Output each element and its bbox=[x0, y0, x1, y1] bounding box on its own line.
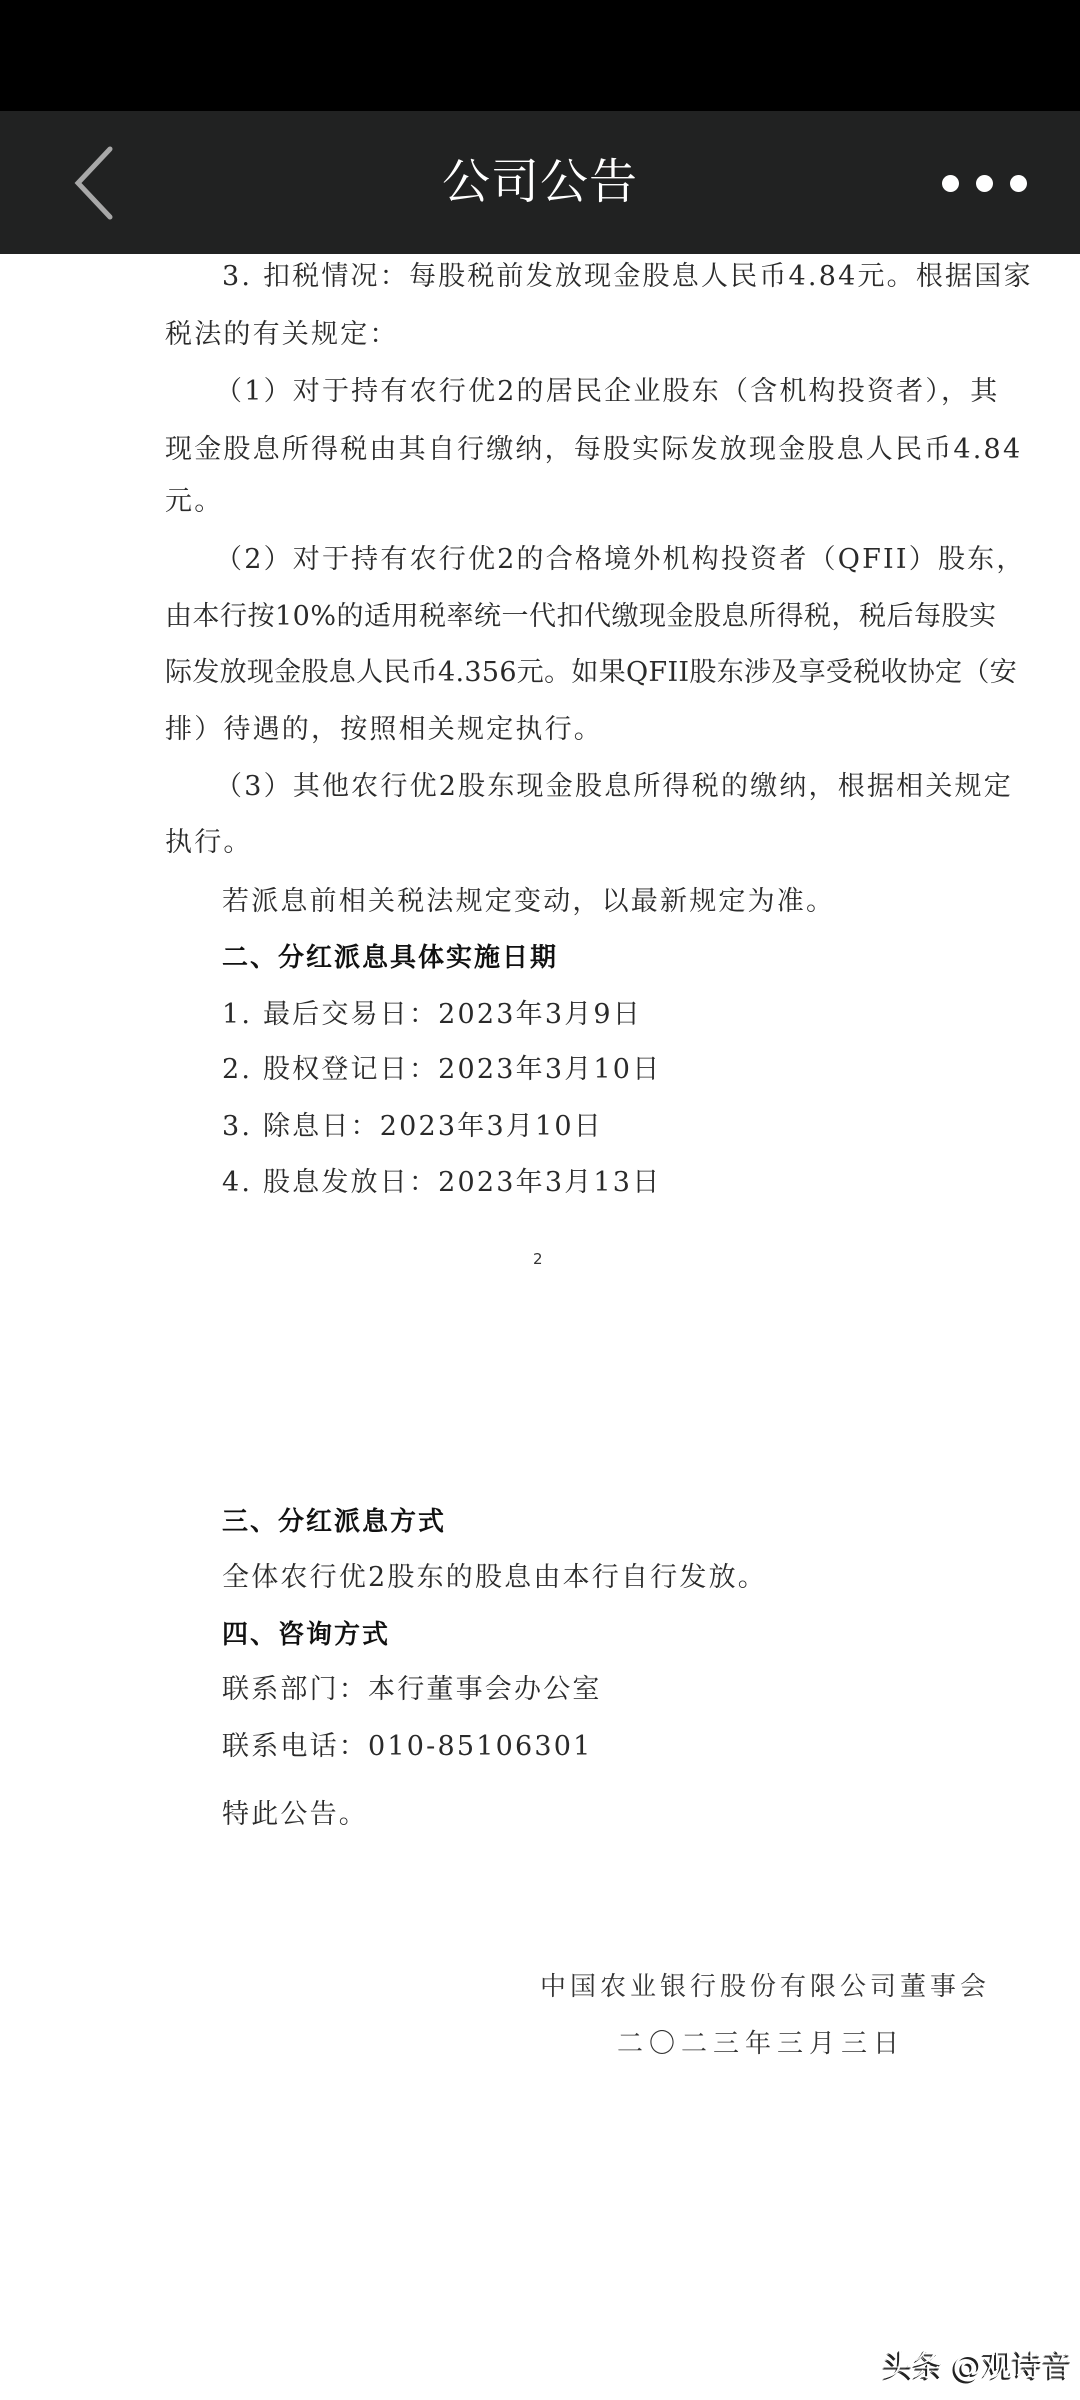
contact-phone: 联系电话：010-85106301 bbox=[222, 1731, 593, 1762]
nav-bar bbox=[0, 111, 1080, 254]
paragraph-line: 由本行按10%的适用税率统一代扣代缴现金股息所得税，税后每股实 bbox=[165, 601, 997, 632]
signature-date: 二〇二三年三月三日 bbox=[617, 2029, 906, 2059]
date-item: 2. 股权登记日：2023年3月10日 bbox=[222, 1054, 662, 1085]
more-horizontal-icon bbox=[942, 175, 959, 192]
date-item: 4. 股息发放日：2023年3月13日 bbox=[222, 1167, 662, 1198]
closing-text: 特此公告。 bbox=[222, 1799, 368, 1830]
paragraph-line: 全体农行优2股东的股息由本行自行发放。 bbox=[222, 1562, 767, 1593]
paragraph-line: 若派息前相关税法规定变动，以最新规定为准。 bbox=[222, 886, 836, 917]
status-bar bbox=[0, 0, 1080, 111]
page-number: 2 bbox=[533, 1250, 543, 1268]
page-title: 公司公告 bbox=[441, 154, 638, 210]
date-item: 1. 最后交易日：2023年3月9日 bbox=[222, 999, 643, 1030]
paragraph-line: （3）其他农行优2股东现金股息所得税的缴纳，根据相关规定 bbox=[215, 771, 1013, 802]
paragraph-line: （2）对于持有农行优2的合格境外机构投资者（QFII）股东， bbox=[215, 544, 1026, 575]
paragraph-line: 现金股息所得税由其自行缴纳，每股实际发放现金股息人民币4.84 bbox=[165, 434, 1023, 465]
more-horizontal-icon bbox=[1010, 175, 1027, 192]
more-button[interactable] bbox=[930, 166, 1040, 200]
section-heading: 三、分红派息方式 bbox=[222, 1507, 447, 1537]
more-horizontal-icon bbox=[976, 175, 993, 192]
paragraph-line: 3. 扣税情况：每股税前发放现金股息人民币4.84元。根据国家 bbox=[222, 261, 1033, 292]
date-item: 3. 除息日：2023年3月10日 bbox=[222, 1111, 603, 1142]
signature-org: 中国农业银行股份有限公司董事会 bbox=[540, 1972, 991, 2002]
section-heading: 二、分红派息具体实施日期 bbox=[222, 943, 559, 973]
paragraph-line: 际发放现金股息人民币4.356元。如果QFII股东涉及享受税收协定（安 bbox=[165, 657, 1017, 688]
contact-department: 联系部门：本行董事会办公室 bbox=[222, 1674, 602, 1705]
paragraph-line: 元。 bbox=[165, 486, 224, 517]
paragraph-line: （1）对于持有农行优2的居民企业股东（含机构投资者），其 bbox=[215, 376, 1000, 407]
paragraph-line: 执行。 bbox=[165, 827, 253, 858]
paragraph-line: 税法的有关规定： bbox=[165, 319, 399, 350]
watermark: 头条 @观诗音 bbox=[883, 2349, 1073, 2384]
section-heading: 四、咨询方式 bbox=[222, 1620, 391, 1650]
paragraph-line: 排）待遇的，按照相关规定执行。 bbox=[165, 714, 603, 745]
